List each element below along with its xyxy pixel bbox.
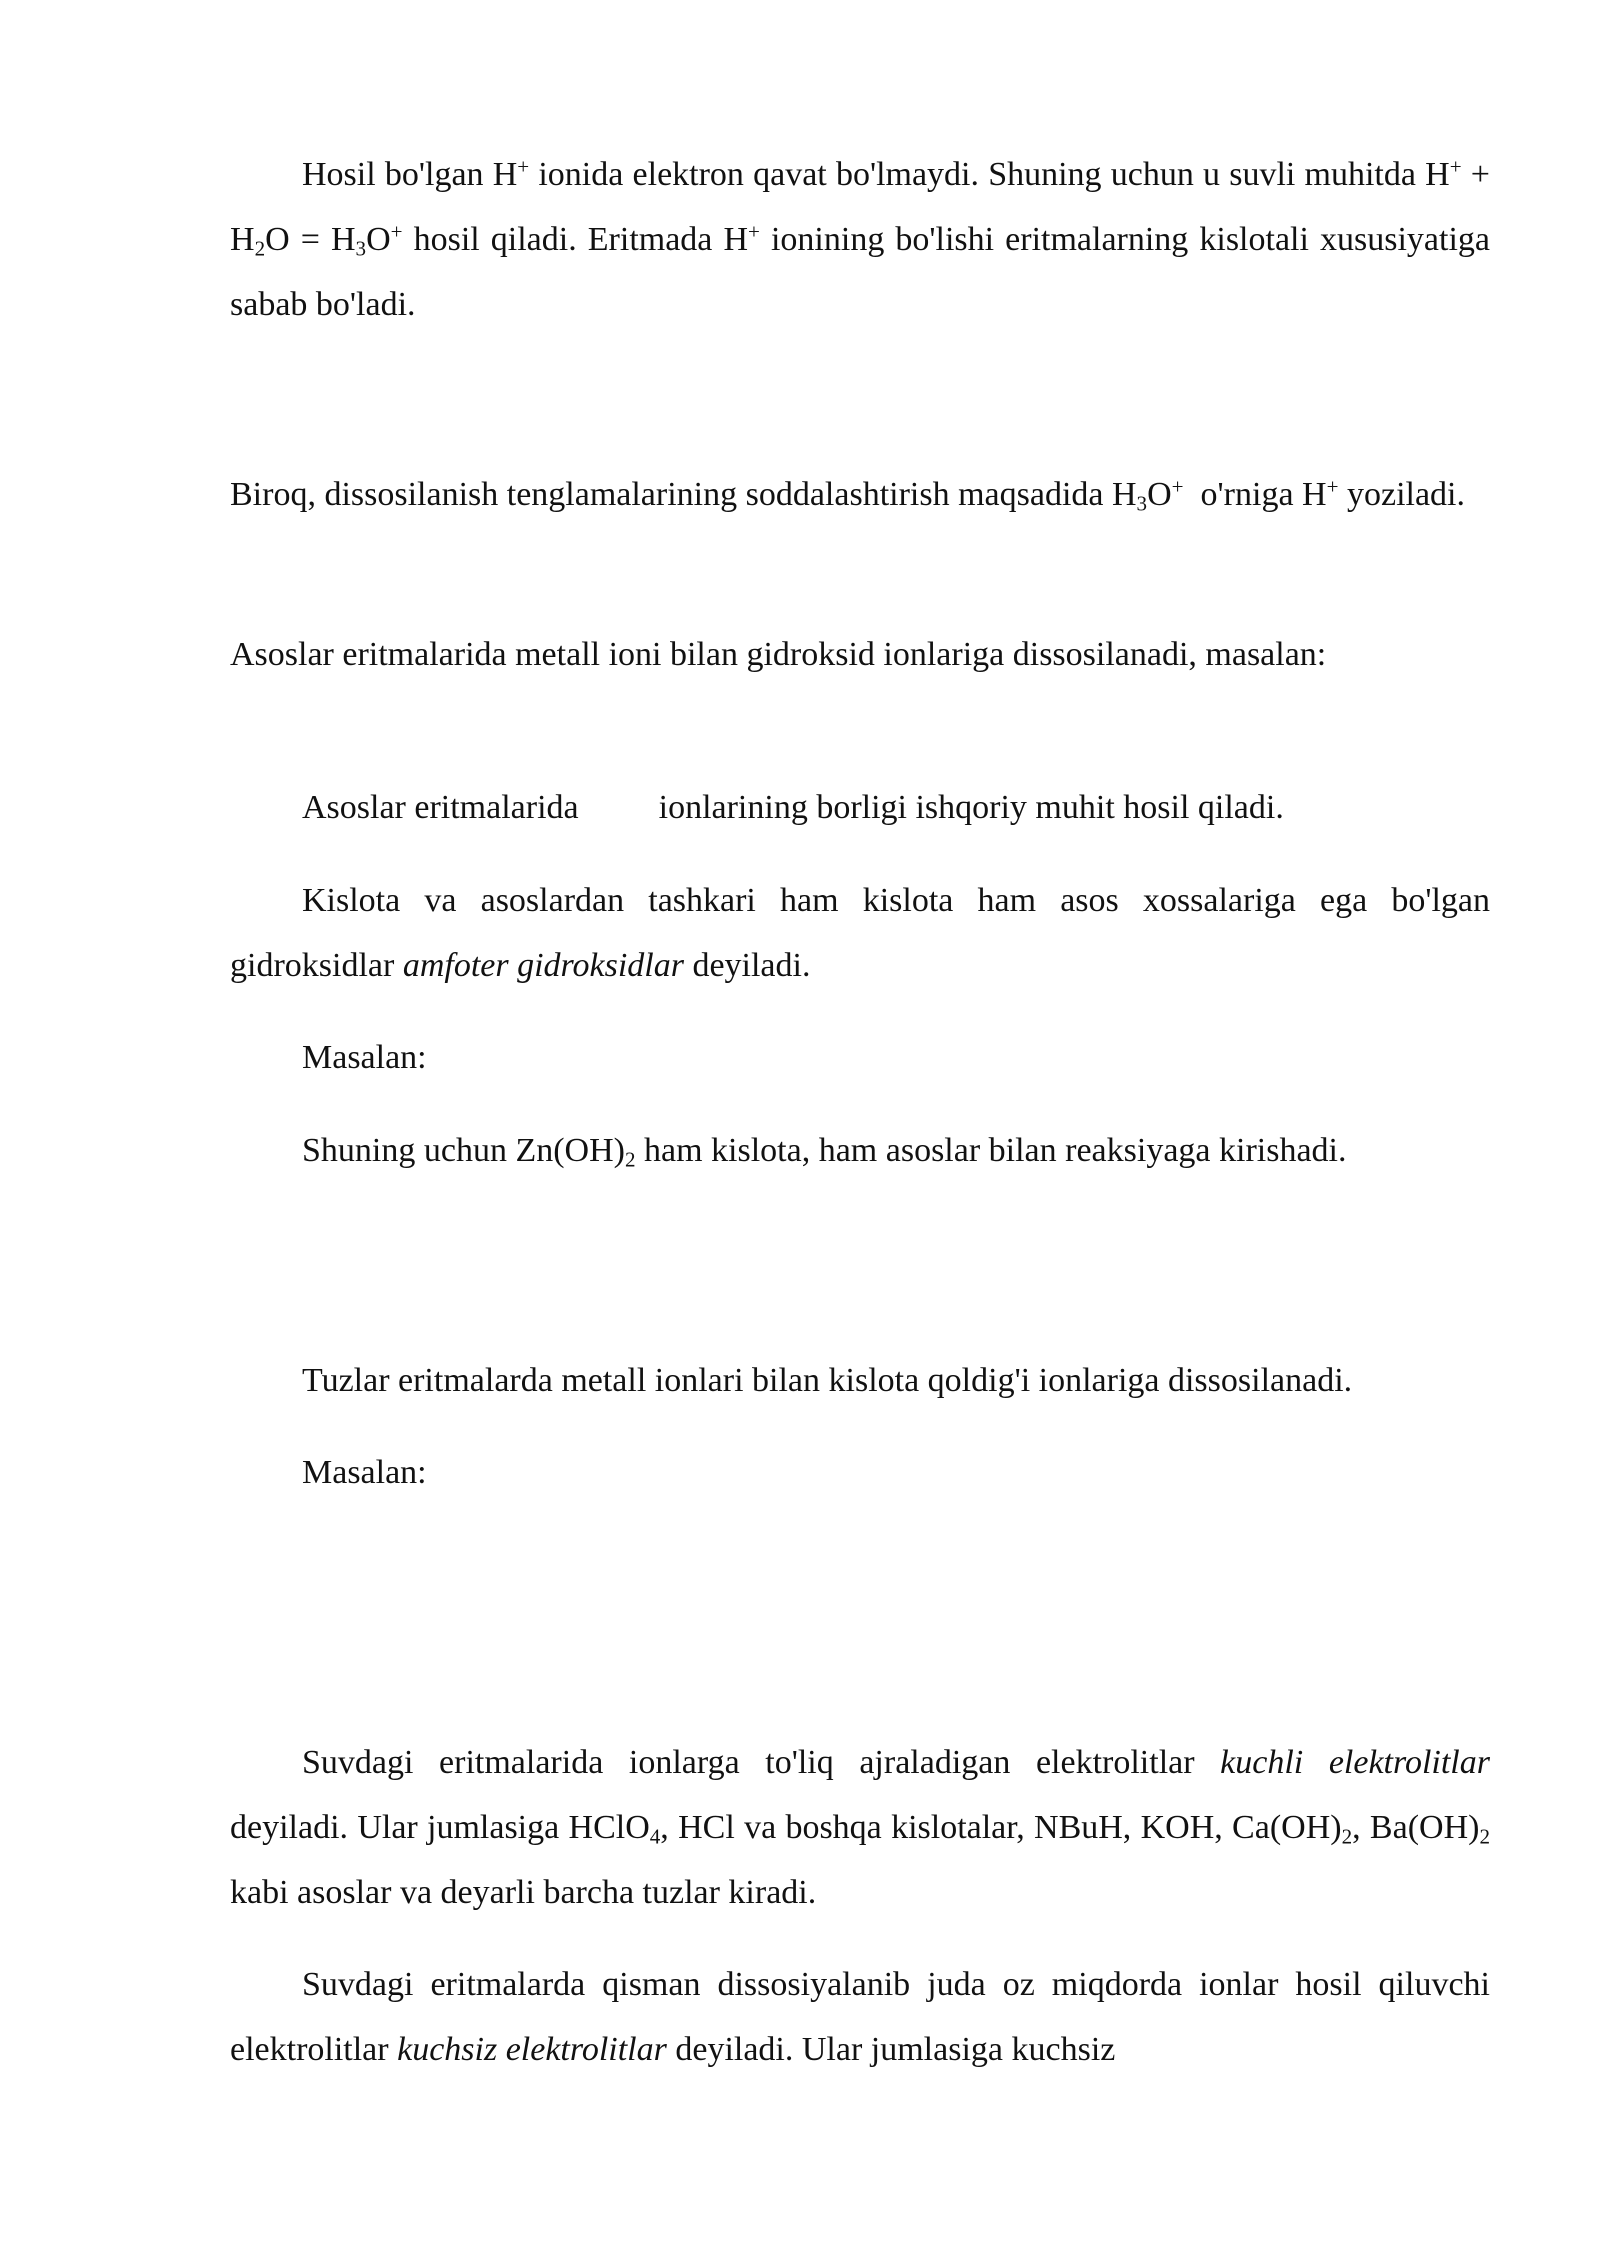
- text-run: , HCl va boshqa kislotalar, NBuH, KOH, Ca(OH): [660, 1809, 1342, 1846]
- text-run: hosil qiladi. Eritmada H: [402, 221, 749, 258]
- text-run: Kislota va asoslardan tashkari ham kislota ham asos xossalariga ega bo'lgan gidroksidlar: [230, 882, 1490, 984]
- paragraph-weak-electrolytes: [230, 1952, 1490, 2082]
- superscript: +: [1326, 474, 1339, 499]
- text-run: O: [1147, 476, 1172, 513]
- paragraph-zinc-hydroxide: [302, 1118, 1347, 1183]
- text-run: deyiladi. Ular jumlasiga kuchsiz: [666, 2031, 1116, 2068]
- text-run: ionining bo'lishi eritmalarning kislotali xususiyatiga sabab bo'ladi.: [230, 221, 1490, 323]
- text-run: deyiladi. Ular jumlasiga HClO: [230, 1809, 650, 1846]
- subscript: 2: [624, 1147, 636, 1172]
- text-run: , Ba(OH): [1352, 1809, 1480, 1846]
- text-run: Tuzlar eritmalarda metall ionlari bilan kislota qoldig'i ionlariga dissosilanadi.: [302, 1362, 1353, 1399]
- paragraph-hydrogen-ion: [230, 142, 1490, 337]
- text-run: ham kislota, ham asoslar bilan reaksiyaga kirishadi.: [635, 1132, 1347, 1169]
- paragraph-simplification: [230, 462, 1490, 527]
- paragraph-example-label: [302, 1025, 427, 1090]
- paragraph-salts: [302, 1348, 1352, 1413]
- italic-term: kuchsiz elektrolitlar: [397, 2031, 667, 2068]
- subscript: 2: [1479, 1824, 1490, 1849]
- text-run: kabi asoslar va deyarli barcha tuzlar kiradi.: [230, 1874, 817, 1911]
- text-run: Hosil bo'lgan H: [302, 156, 518, 193]
- paragraph-alkaline-medium: [302, 775, 1284, 840]
- text-run: + H: [230, 156, 1490, 258]
- text-run: Shuning uchun Zn(OH): [302, 1132, 625, 1169]
- subscript: 3: [355, 236, 367, 261]
- text-run: Suvdagi eritmalarda qisman dissosiyalanib juda oz miqdorda ionlar hosil qiluvchi elektrolitlar: [230, 1966, 1490, 2068]
- superscript: +: [1171, 474, 1184, 499]
- text-run: ionlarining borligi ishqoriy muhit hosil qiladi.: [658, 789, 1284, 826]
- paragraph-example-label-2: [302, 1440, 427, 1505]
- text-run: yoziladi.: [1338, 476, 1466, 513]
- paragraph-strong-electrolytes: [230, 1730, 1490, 1925]
- paragraph-bases-dissociation: [230, 622, 1490, 687]
- text-run: Masalan:: [302, 1454, 427, 1491]
- text-run: O = H: [265, 221, 356, 258]
- text-run: o'rniga H: [1183, 476, 1327, 513]
- text-run: Suvdagi eritmalarida ionlarga to'liq ajraladigan elektrolitlar: [302, 1744, 1221, 1781]
- subscript: 4: [649, 1824, 661, 1849]
- text-run: O: [366, 221, 391, 258]
- text-run: Masalan:: [302, 1039, 427, 1076]
- subscript: 2: [1341, 1824, 1353, 1849]
- subscript: 2: [254, 236, 266, 261]
- text-run: deyiladi.: [683, 947, 811, 984]
- text-run: Asoslar eritmalarida metall ioni bilan gidroksid ionlariga dissosilanadi, masalan:: [230, 636, 1327, 673]
- italic-term: amfoter gidroksidlar: [402, 947, 684, 984]
- subscript: 3: [1136, 491, 1148, 516]
- superscript: +: [1449, 154, 1462, 179]
- superscript: +: [517, 154, 530, 179]
- superscript: +: [748, 219, 760, 244]
- paragraph-amphoteric: [230, 868, 1490, 998]
- text-run: Biroq, dissosilanish tenglamalarining soddalashtirish maqsadida H: [230, 476, 1137, 513]
- italic-term: kuchli elektrolitlar: [1220, 1744, 1490, 1781]
- text-run: Asoslar eritmalarida: [302, 789, 579, 826]
- text-run: ionida elektron qavat bo'lmaydi. Shuning uchun u suvli muhitda H: [529, 156, 1450, 193]
- superscript: +: [390, 219, 403, 244]
